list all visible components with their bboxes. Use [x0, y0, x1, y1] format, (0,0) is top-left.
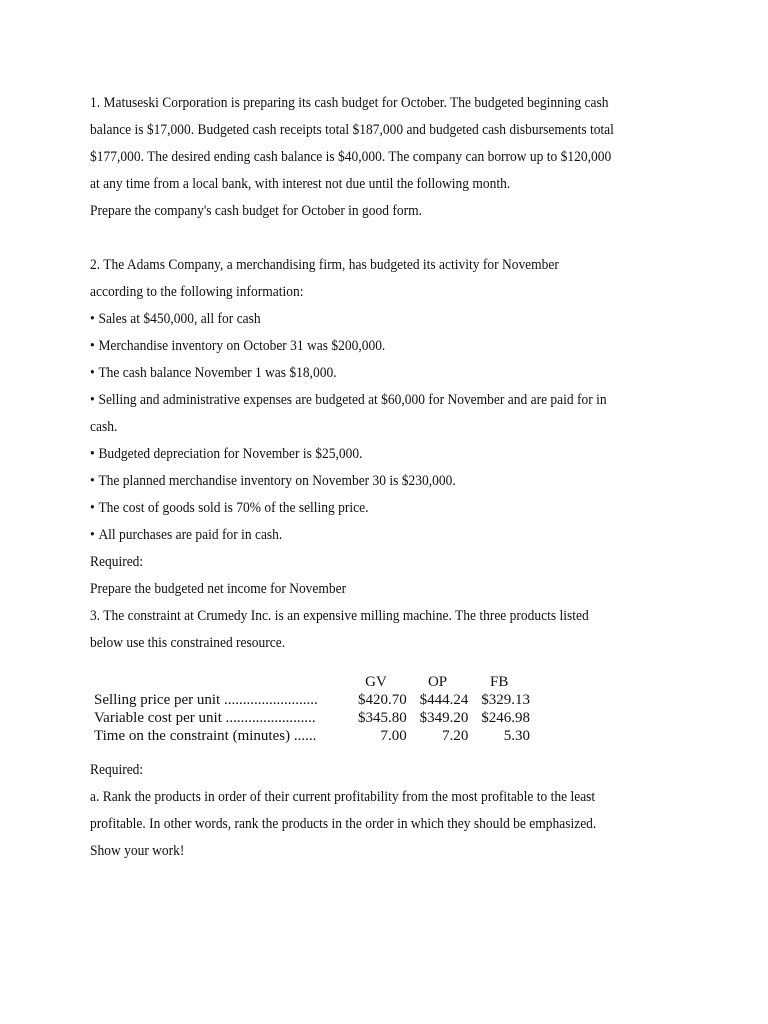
table-cell: $444.24	[419, 692, 469, 708]
product-data-table	[90, 673, 530, 745]
column-header: GV	[365, 674, 387, 690]
document-page	[90, 90, 690, 865]
q1-instruction: Prepare the company's cash budget for October in good form.	[90, 203, 422, 219]
table-row	[90, 691, 530, 709]
table-header-row	[90, 673, 530, 691]
table-cell: 7.20	[442, 728, 469, 744]
q2-bullet-item: • Budgeted depreciation for November is $25,000.	[90, 441, 648, 468]
column-header: FB	[490, 674, 509, 690]
row-label: Variable cost per unit ........................	[94, 710, 316, 726]
table-cell: $329.13	[481, 692, 530, 708]
table-cell: $246.98	[481, 710, 530, 726]
q3-required-line: Show your work!	[90, 843, 185, 859]
q2-required-label: Required:	[90, 554, 144, 570]
table-row	[90, 727, 530, 745]
q1-line: at any time from a local bank, with interest not due until the following month.	[90, 176, 511, 192]
q2-intro-line: 2. The Adams Company, a merchandising firm, has budgeted its activity for November	[90, 257, 559, 273]
question-3	[90, 603, 690, 865]
q3-required-line: profitable. In other words, rank the products in the order in which they should be emphasized.	[90, 816, 597, 832]
q2-required-text: Prepare the budgeted net income for November	[90, 581, 347, 597]
table-cell: $349.20	[419, 710, 469, 726]
table-cell: $345.80	[358, 710, 407, 726]
q2-bullet-item: • Selling and administrative expenses are budgeted at $60,000 for November and are paid for in	[90, 387, 648, 414]
q3-intro-line: below use this constrained resource.	[90, 635, 286, 651]
q2-intro-line: according to the following information:	[90, 284, 304, 300]
table-row	[90, 709, 530, 727]
q2-bullet-item: • The cost of goods sold is 70% of the selling price.	[90, 495, 648, 522]
row-label: Time on the constraint (minutes) ......	[94, 728, 317, 744]
q2-bullet-item: • Merchandise inventory on October 31 was $200,000.	[90, 333, 648, 360]
question-2	[90, 252, 690, 603]
q2-bullet-continuation: cash.	[90, 419, 118, 435]
column-header: OP	[427, 674, 448, 690]
table-cell: 7.00	[380, 728, 407, 744]
q1-line: 1. Matuseski Corporation is preparing its cash budget for October. The budgeted beginning cash	[90, 95, 609, 111]
table-cell: $420.70	[358, 692, 407, 708]
table-cell: 5.30	[503, 728, 530, 744]
q2-bullet-item: • The cash balance November 1 was $18,000.	[90, 360, 648, 387]
q2-bullet-item: • All purchases are paid for in cash.	[90, 522, 648, 549]
question-1	[90, 90, 690, 225]
constraint-table	[90, 673, 530, 745]
q2-bullet-item: • The planned merchandise inventory on November 30 is $230,000.	[90, 468, 648, 495]
q3-required-label: Required:	[90, 762, 144, 778]
q2-bullet-item: • Sales at $450,000, all for cash	[90, 306, 648, 333]
table-header-spacer	[90, 673, 345, 691]
q3-required-line: a. Rank the products in order of their current profitability from the most profitable to the least	[90, 789, 596, 805]
q1-line: $177,000. The desired ending cash balance is $40,000. The company can borrow up to $120,000	[90, 149, 612, 165]
row-label: Selling price per unit .........................	[94, 692, 318, 708]
q1-line: balance is $17,000. Budgeted cash receipts total $187,000 and budgeted cash disbursements total	[90, 122, 614, 138]
q3-intro-line: 3. The constraint at Crumedy Inc. is an expensive milling machine. The three products listed	[90, 608, 589, 624]
spacer	[90, 225, 690, 252]
